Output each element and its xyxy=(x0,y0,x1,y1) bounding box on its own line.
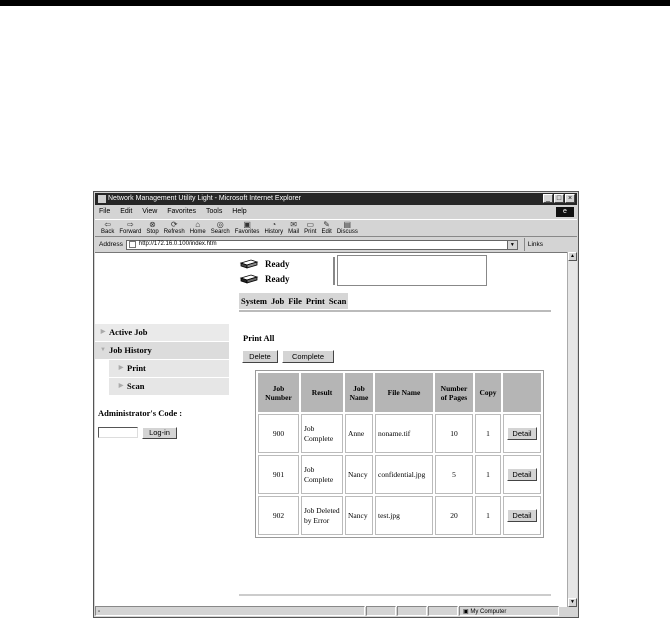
back-label: Back xyxy=(101,229,115,235)
detail-button[interactable]: Detail xyxy=(507,509,537,522)
nav-job-history-label: Job History xyxy=(109,345,152,355)
back-arrow-icon: ⇦ xyxy=(104,220,112,229)
header-file-name: File Name xyxy=(375,373,433,412)
cell-pages: 20 xyxy=(435,496,473,535)
status-row-2 xyxy=(239,271,290,286)
discuss-button[interactable] xyxy=(337,221,358,236)
cell-file-name: confidential.jpg xyxy=(375,455,433,494)
cell-pages: 10 xyxy=(435,414,473,453)
table-header-row xyxy=(258,373,541,412)
bullet-right-icon: ▶ xyxy=(118,365,124,371)
edit-icon: ✎ xyxy=(323,220,330,229)
header-copy: Copy xyxy=(475,373,501,412)
refresh-icon: ⟳ xyxy=(170,220,178,229)
print-button[interactable] xyxy=(304,221,316,236)
nav-scan-label: Scan xyxy=(127,381,145,391)
menu-bar xyxy=(95,206,577,218)
search-label: Search xyxy=(210,229,230,235)
cell-file-name: test.jpg xyxy=(375,496,433,535)
content-bottom-rule xyxy=(239,594,551,596)
cell-result: Job Complete xyxy=(301,414,343,453)
toolbar xyxy=(95,219,577,237)
cell-job-number: 900 xyxy=(258,414,299,453)
status-cell xyxy=(428,606,458,616)
login-button[interactable]: Log-in xyxy=(142,427,177,439)
message-box xyxy=(337,255,487,286)
favorites-label: Favorites xyxy=(234,229,260,235)
nav-active-job-label: Active Job xyxy=(109,327,148,337)
cell-file-name: noname.tif xyxy=(375,414,433,453)
cell-copy: 1 xyxy=(475,455,501,494)
header-action xyxy=(503,373,541,412)
stop-label: Stop xyxy=(146,229,159,235)
complete-button[interactable]: Complete xyxy=(282,350,334,363)
scroll-up-icon[interactable]: ▲ xyxy=(568,252,577,261)
tab-bar xyxy=(239,293,348,309)
cell-job-number: 901 xyxy=(258,455,299,494)
favorites-icon: ▣ xyxy=(243,220,251,229)
tab-system[interactable]: System xyxy=(241,296,267,306)
bullet-down-icon: ▼ xyxy=(100,347,106,353)
mail-button[interactable] xyxy=(288,221,299,236)
edit-button[interactable] xyxy=(321,221,331,236)
table-row xyxy=(258,455,541,494)
tab-print[interactable]: Print xyxy=(305,296,325,306)
status-divider xyxy=(333,257,335,285)
forward-button[interactable] xyxy=(119,221,141,236)
browser-window xyxy=(93,191,579,618)
vertical-scrollbar[interactable] xyxy=(567,252,577,607)
device-status xyxy=(239,256,290,286)
cell-action xyxy=(503,496,541,535)
tab-file[interactable]: File xyxy=(288,296,302,306)
nav-scan[interactable] xyxy=(109,378,229,395)
close-button[interactable]: × xyxy=(565,194,575,203)
security-zone-cell xyxy=(459,606,559,616)
maximize-button[interactable]: □ xyxy=(554,194,564,203)
mail-label: Mail xyxy=(288,229,300,235)
home-label: Home xyxy=(189,229,206,235)
status-text-2: Ready xyxy=(265,273,290,284)
home-icon: ⌂ xyxy=(195,220,201,229)
stop-button[interactable] xyxy=(146,221,158,236)
tab-job[interactable]: Job xyxy=(270,296,285,306)
cell-pages: 5 xyxy=(435,455,473,494)
menu-tools[interactable]: Tools xyxy=(206,208,223,215)
title-bar xyxy=(95,193,577,205)
cell-job-name: Nancy xyxy=(345,455,373,494)
scroll-down-icon[interactable]: ▼ xyxy=(568,598,577,607)
top-rule xyxy=(0,0,670,6)
nav-print[interactable] xyxy=(109,360,229,377)
menu-help[interactable]: Help xyxy=(232,208,247,215)
cell-job-name: Anne xyxy=(345,414,373,453)
history-button[interactable] xyxy=(264,221,283,236)
printer-icon xyxy=(239,259,259,269)
detail-button[interactable]: Detail xyxy=(507,427,537,440)
stop-icon: ⊗ xyxy=(149,220,156,229)
bullet-right-icon: ▶ xyxy=(118,383,124,389)
menu-favorites[interactable]: Favorites xyxy=(167,208,197,215)
refresh-label: Refresh xyxy=(163,229,185,235)
menu-edit[interactable]: Edit xyxy=(120,208,133,215)
tab-underline xyxy=(239,310,551,312)
menu-file[interactable]: File xyxy=(99,208,111,215)
forward-arrow-icon: ⇨ xyxy=(126,220,134,229)
cell-copy: 1 xyxy=(475,496,501,535)
ie-app-icon xyxy=(98,195,106,203)
address-dropdown-icon[interactable]: ▼ xyxy=(507,241,517,249)
header-result: Result xyxy=(301,373,343,412)
home-button[interactable] xyxy=(190,221,206,236)
table-row xyxy=(258,414,541,453)
bullet-right-icon: ▶ xyxy=(100,329,106,335)
status-bar xyxy=(95,606,577,616)
status-cell xyxy=(397,606,427,616)
mail-icon: ✉ xyxy=(290,220,297,229)
job-history-table xyxy=(255,370,544,538)
favorites-button[interactable] xyxy=(235,221,260,236)
search-icon: ◎ xyxy=(216,220,224,229)
ie-throbber-icon: e xyxy=(556,207,574,217)
discuss-icon: ▤ xyxy=(343,220,352,229)
header-job-name: Job Name xyxy=(345,373,373,412)
back-button[interactable] xyxy=(101,221,114,236)
scanner-icon xyxy=(239,274,259,284)
page-done-icon: ▫ xyxy=(98,609,101,615)
cell-action xyxy=(503,455,541,494)
history-icon: ◔ xyxy=(271,220,277,229)
cell-job-number: 902 xyxy=(258,496,299,535)
links-button[interactable]: Links xyxy=(524,238,543,251)
admin-code-input[interactable] xyxy=(98,427,138,438)
admin-code-label: Administrator's Code : xyxy=(98,408,183,418)
window-title: Network Management Utility Light - Microsoft Internet Explorer xyxy=(108,195,301,202)
cell-action xyxy=(503,414,541,453)
nav-active-job[interactable] xyxy=(95,324,229,341)
nav-job-history[interactable] xyxy=(95,342,229,359)
detail-button[interactable]: Detail xyxy=(507,468,537,481)
search-button[interactable] xyxy=(211,221,230,236)
status-text-1: Ready xyxy=(265,258,290,269)
edit-label: Edit xyxy=(321,229,332,235)
minimize-button[interactable]: _ xyxy=(543,194,553,203)
print-label: Print xyxy=(304,229,317,235)
status-done-cell xyxy=(95,606,365,616)
cell-copy: 1 xyxy=(475,414,501,453)
refresh-button[interactable] xyxy=(164,221,185,236)
cell-result: Job Complete xyxy=(301,455,343,494)
delete-button[interactable]: Delete xyxy=(242,350,278,363)
status-cell xyxy=(366,606,396,616)
cell-job-name: Nancy xyxy=(345,496,373,535)
status-row-1 xyxy=(239,256,290,271)
address-input[interactable] xyxy=(126,240,518,250)
cell-result: Job Deleted by Error xyxy=(301,496,343,535)
page-viewport xyxy=(95,252,567,607)
address-label: Address xyxy=(99,241,123,248)
tab-scan[interactable]: Scan xyxy=(328,296,347,306)
computer-icon: ▣ xyxy=(463,609,469,615)
print-icon: ▭ xyxy=(306,220,315,229)
side-nav xyxy=(95,324,229,396)
discuss-label: Discuss xyxy=(336,229,358,235)
header-pages: Number of Pages xyxy=(435,373,473,412)
page-icon xyxy=(129,241,136,248)
table-row xyxy=(258,496,541,535)
nav-print-label: Print xyxy=(127,363,146,373)
header-job-number: Job Number xyxy=(258,373,299,412)
section-title: Print All xyxy=(243,333,275,343)
history-label: History xyxy=(264,229,284,235)
forward-label: Forward xyxy=(119,229,142,235)
menu-view[interactable]: View xyxy=(142,208,158,215)
address-bar xyxy=(95,238,577,251)
address-url: http://172.16.0.100/index.htm xyxy=(138,241,217,247)
security-zone-label: My Computer xyxy=(470,609,507,615)
